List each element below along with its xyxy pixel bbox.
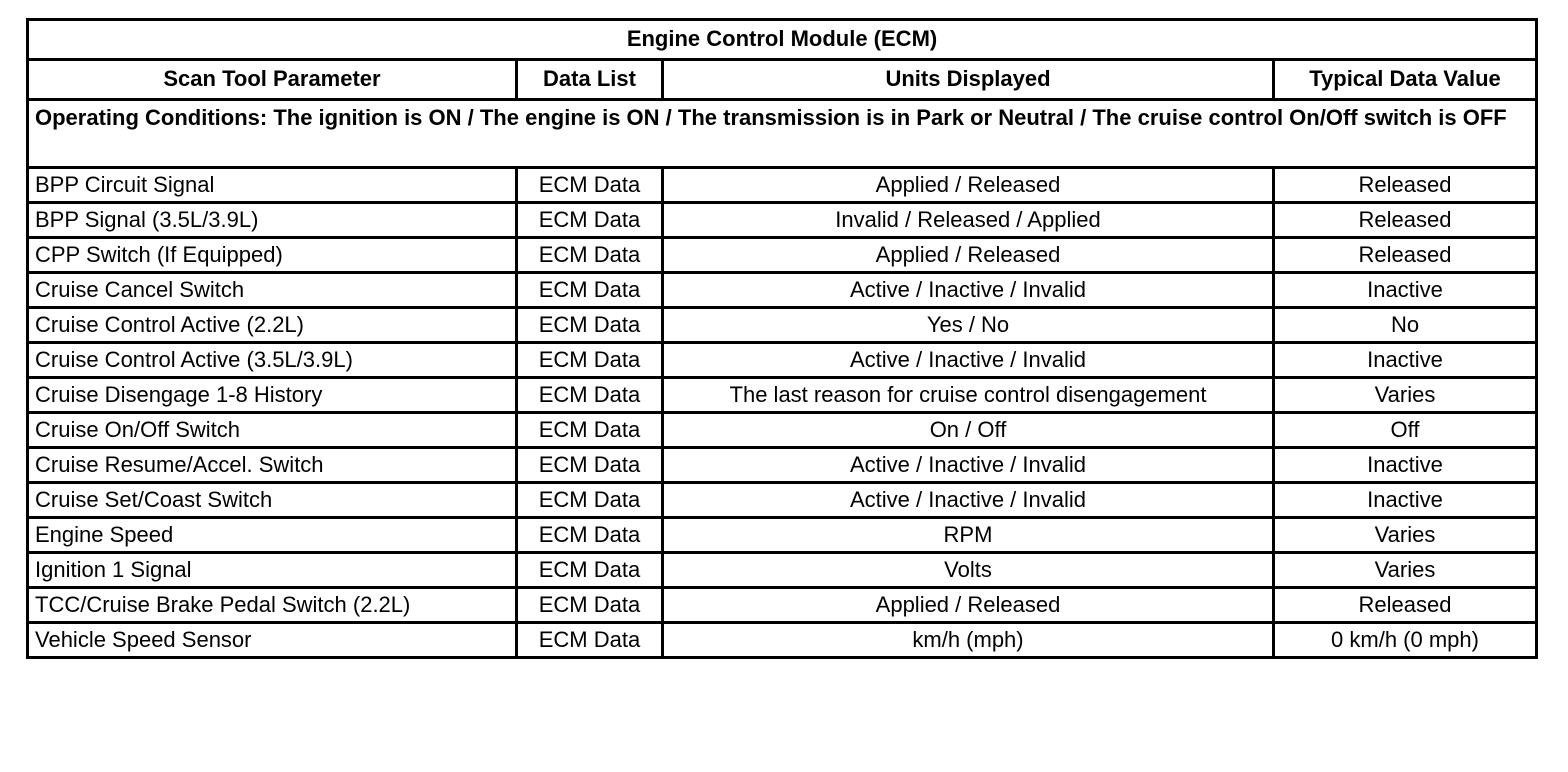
typical-data-value-cell: Released [1274,238,1537,273]
typical-data-value-cell: 0 km/h (0 mph) [1274,623,1537,658]
scan-tool-parameter-cell: Engine Speed [28,518,517,553]
scan-tool-parameter-cell: BPP Circuit Signal [28,168,517,203]
typical-data-value-cell: Released [1274,168,1537,203]
data-list-cell: ECM Data [517,623,663,658]
typical-data-value-cell: Inactive [1274,483,1537,518]
scan-tool-parameter-cell: Cruise Cancel Switch [28,273,517,308]
scan-tool-parameter-cell: Cruise On/Off Switch [28,413,517,448]
scan-tool-parameter-cell: Cruise Disengage 1-8 History [28,378,517,413]
typical-data-value-cell: Varies [1274,553,1537,588]
units-displayed-cell: Active / Inactive / Invalid [663,343,1274,378]
data-list-cell: ECM Data [517,343,663,378]
units-displayed-cell: Active / Inactive / Invalid [663,483,1274,518]
units-displayed-cell: Applied / Released [663,238,1274,273]
data-list-cell: ECM Data [517,553,663,588]
data-list-cell: ECM Data [517,203,663,238]
table-row [28,413,1537,448]
data-list-cell: ECM Data [517,413,663,448]
table-row [28,518,1537,553]
data-list-cell: ECM Data [517,273,663,308]
table-row [28,448,1537,483]
table-row [28,588,1537,623]
table-row [28,343,1537,378]
data-list-cell: ECM Data [517,308,663,343]
table-row [28,308,1537,343]
units-displayed-cell: On / Off [663,413,1274,448]
operating-conditions-row [28,100,1537,168]
table-row [28,273,1537,308]
units-displayed-cell: Applied / Released [663,168,1274,203]
column-header-typical-data-value: Typical Data Value [1274,60,1537,100]
units-displayed-cell: RPM [663,518,1274,553]
scan-tool-parameter-cell: TCC/Cruise Brake Pedal Switch (2.2L) [28,588,517,623]
data-list-cell: ECM Data [517,448,663,483]
column-header-scan-tool-parameter: Scan Tool Parameter [28,60,517,100]
scan-tool-parameter-cell: Cruise Resume/Accel. Switch [28,448,517,483]
typical-data-value-cell: Inactive [1274,448,1537,483]
typical-data-value-cell: Inactive [1274,343,1537,378]
column-header-units-displayed: Units Displayed [663,60,1274,100]
scan-tool-parameter-cell: Cruise Set/Coast Switch [28,483,517,518]
typical-data-value-cell: Varies [1274,378,1537,413]
typical-data-value-cell: Released [1274,588,1537,623]
table-row [28,203,1537,238]
table-row [28,378,1537,413]
table-row [28,553,1537,588]
typical-data-value-cell: Varies [1274,518,1537,553]
operating-conditions: Operating Conditions: The ignition is ON / The engine is ON / The transmission is in Park or Neutral / The cruise control On/Off switch is OFF [28,100,1537,168]
table-row [28,168,1537,203]
table-title: Engine Control Module (ECM) [28,20,1537,60]
units-displayed-cell: Active / Inactive / Invalid [663,273,1274,308]
table-row [28,238,1537,273]
typical-data-value-cell: No [1274,308,1537,343]
data-list-cell: ECM Data [517,483,663,518]
units-displayed-cell: Yes / No [663,308,1274,343]
typical-data-value-cell: Released [1274,203,1537,238]
units-displayed-cell: Active / Inactive / Invalid [663,448,1274,483]
units-displayed-cell: Applied / Released [663,588,1274,623]
table-row [28,483,1537,518]
table-row [28,623,1537,658]
scan-tool-parameter-cell: Cruise Control Active (3.5L/3.9L) [28,343,517,378]
typical-data-value-cell: Inactive [1274,273,1537,308]
table-title-row [28,20,1537,60]
typical-data-value-cell: Off [1274,413,1537,448]
scan-tool-parameter-cell: CPP Switch (If Equipped) [28,238,517,273]
scan-tool-parameter-cell: Vehicle Speed Sensor [28,623,517,658]
table-header-row [28,60,1537,100]
data-list-cell: ECM Data [517,378,663,413]
scan-tool-parameter-cell: BPP Signal (3.5L/3.9L) [28,203,517,238]
data-list-cell: ECM Data [517,238,663,273]
data-list-cell: ECM Data [517,168,663,203]
units-displayed-cell: The last reason for cruise control disengagement [663,378,1274,413]
data-list-cell: ECM Data [517,588,663,623]
column-header-data-list: Data List [517,60,663,100]
units-displayed-cell: Volts [663,553,1274,588]
ecm-data-table [26,18,1538,659]
units-displayed-cell: km/h (mph) [663,623,1274,658]
scan-tool-parameter-cell: Ignition 1 Signal [28,553,517,588]
units-displayed-cell: Invalid / Released / Applied [663,203,1274,238]
scan-tool-parameter-cell: Cruise Control Active (2.2L) [28,308,517,343]
data-list-cell: ECM Data [517,518,663,553]
